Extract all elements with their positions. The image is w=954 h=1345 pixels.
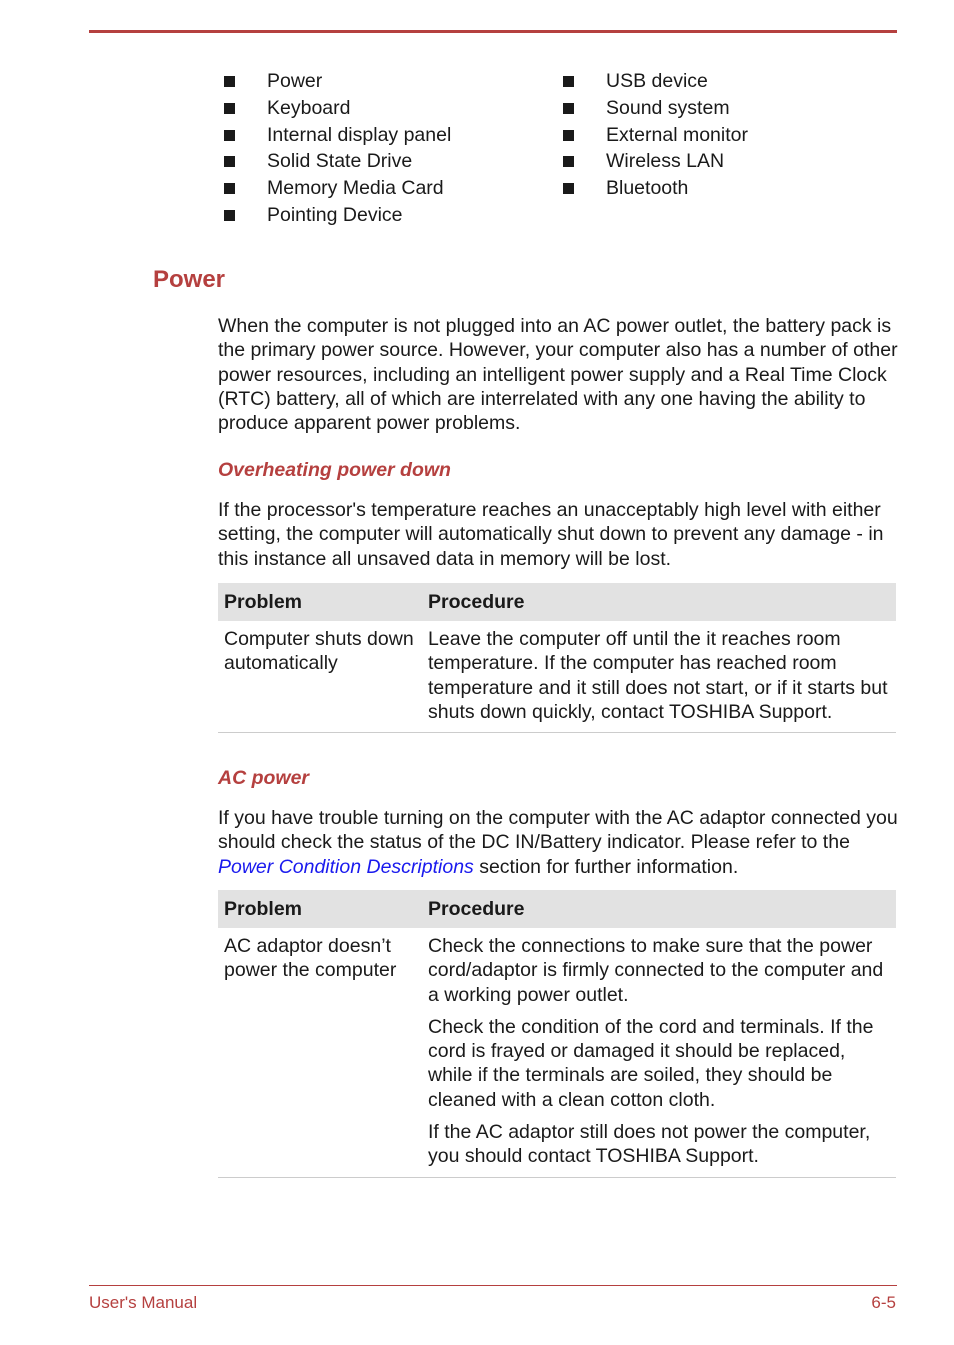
list-item: External monitor [561, 122, 748, 149]
procedure-text: Check the connections to make sure that the power cord/adaptor is firmly connected to the computer and a working power outlet. [428, 935, 884, 1006]
square-bullet-icon [224, 130, 235, 141]
problem-cell: AC adaptor doesn’t power the computer [224, 935, 397, 982]
table-header-row [218, 583, 896, 621]
list-item: Wireless LAN [561, 148, 748, 175]
column-header-procedure: Procedure [422, 890, 896, 928]
square-bullet-icon [224, 183, 235, 194]
list-item: Solid State Drive [222, 148, 451, 175]
list-item: Sound system [561, 95, 748, 122]
list-item: Memory Media Card [222, 175, 451, 202]
intro-paragraph: When the computer is not plugged into an AC power outlet, the battery pack is the primary power source. However, your computer also has a number of other power resources, including an intelligent power supply and a Real Time Clock (RTC) battery, all of which are interrelated with any one having the ability to produce apparent power problems. [218, 315, 898, 435]
square-bullet-icon [563, 156, 574, 167]
component-list-left [222, 68, 451, 229]
table-row [218, 928, 896, 1177]
list-item: Power [222, 68, 451, 95]
square-bullet-icon [563, 103, 574, 114]
column-header-problem: Problem [218, 890, 422, 928]
square-bullet-icon [224, 210, 235, 221]
subsection-title-overheating: Overheating power down [218, 459, 451, 481]
problem-cell: Computer shuts down automatically [224, 628, 414, 675]
table-header-row [218, 890, 896, 928]
list-item: USB device [561, 68, 748, 95]
procedure-text: Leave the computer off until the it reaches room temperature. If the computer has reached room temperature and it still does not start, or if it starts but shuts down quickly, contact TOSHIBA Support. [428, 628, 888, 723]
square-bullet-icon [563, 76, 574, 87]
list-item: Keyboard [222, 95, 451, 122]
square-bullet-icon [563, 130, 574, 141]
subsection-title-ac-power: AC power [218, 767, 310, 789]
ac-power-paragraph: If you have trouble turning on the computer with the AC adaptor connected you should check the status of the DC IN/Battery indicator. Please refer to the Power Condition Descriptions section for further information. [218, 807, 898, 878]
column-header-problem: Problem [218, 583, 422, 621]
procedure-text: If the AC adaptor still does not power the computer, you should contact TOSHIBA Support. [428, 1121, 871, 1168]
footer-rule [89, 1285, 897, 1286]
footer-manual-title: User's Manual [89, 1293, 198, 1312]
overheating-paragraph: If the processor's temperature reaches an unacceptably high level with either setting, the computer will automatically shut down to prevent any damage - in this instance all unsaved data in memory will be lost. [218, 499, 884, 570]
column-header-procedure: Procedure [422, 583, 896, 621]
procedure-text: Check the condition of the cord and terminals. If the cord is frayed or damaged it should be replaced, while if the terminals are soiled, they should be cleaned with a clean cotton cloth. [428, 1015, 874, 1111]
square-bullet-icon [224, 156, 235, 167]
footer-page-number: 6-5 [871, 1293, 896, 1312]
power-condition-descriptions-link[interactable]: Power Condition Descriptions [218, 855, 474, 878]
header-rule [89, 30, 897, 33]
section-title: Power [153, 266, 226, 293]
square-bullet-icon [563, 183, 574, 194]
square-bullet-icon [224, 103, 235, 114]
list-item: Internal display panel [222, 122, 451, 149]
list-item: Bluetooth [561, 175, 748, 202]
procedure-cell [422, 928, 896, 1177]
procedure-cell [422, 621, 896, 733]
overheating-table [218, 583, 896, 733]
component-list-right [561, 68, 748, 202]
square-bullet-icon [224, 76, 235, 87]
ac-power-table [218, 890, 896, 1178]
list-item: Pointing Device [222, 202, 451, 229]
table-row [218, 621, 896, 733]
